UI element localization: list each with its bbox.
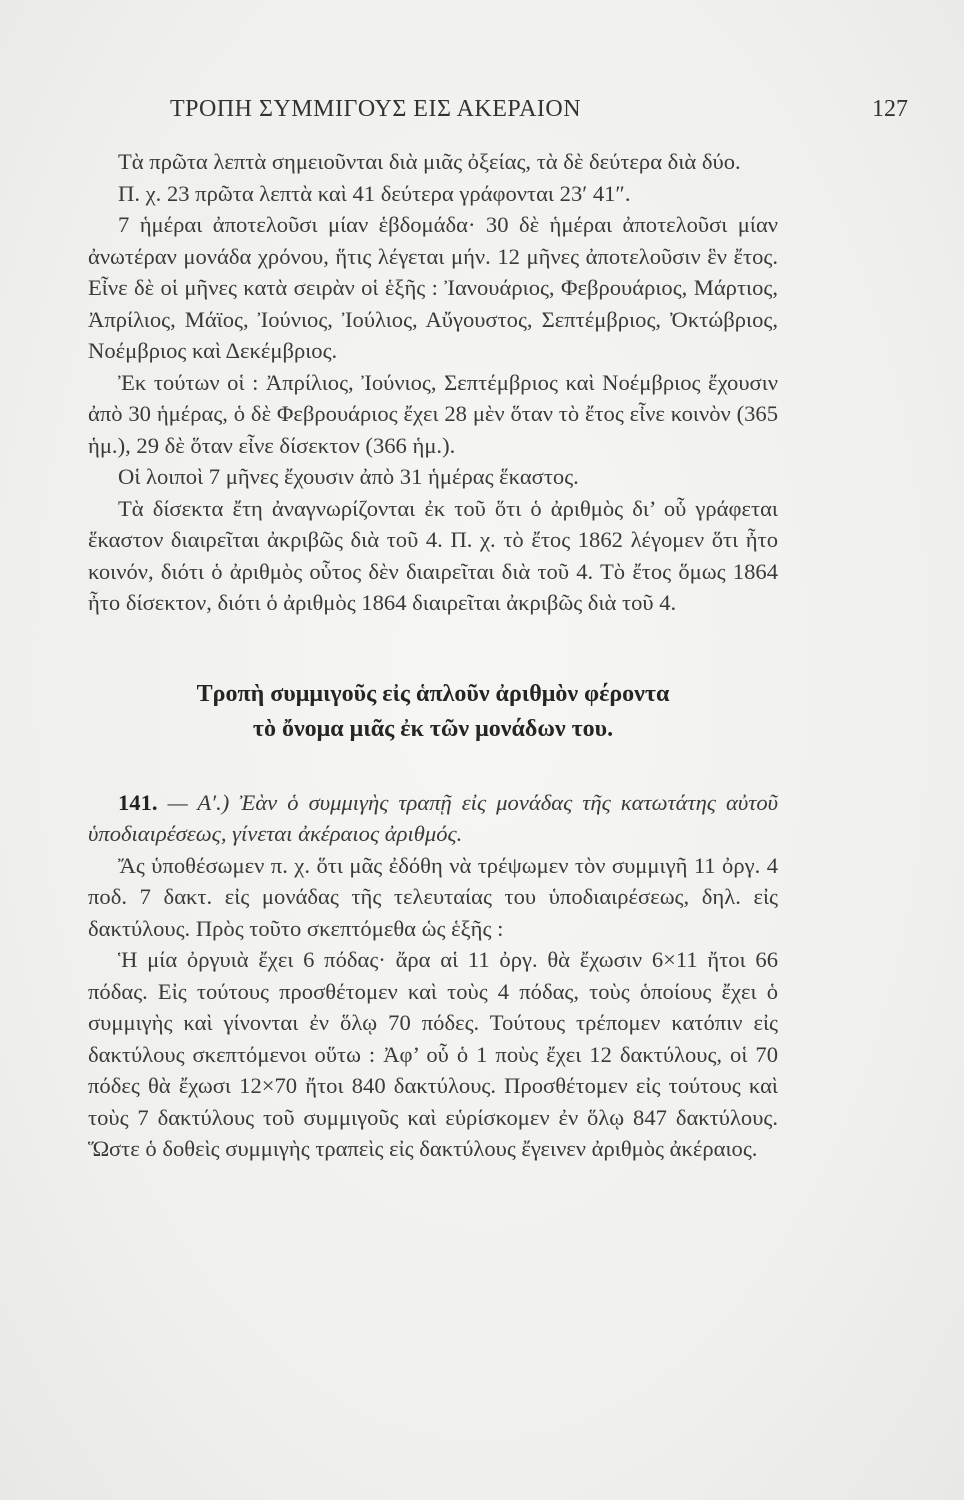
paragraph: Π. χ. 23 πρῶτα λεπτὰ καὶ 41 δεύτερα γράφονται 23′ 41″. xyxy=(118,180,631,206)
article-number: 141. xyxy=(118,789,158,815)
paragraph: 7 ἡμέραι ἀποτελοῦσι μίαν ἑβδομάδα· 30 δὲ ἡμέραι ἀποτελοῦσι μίαν ἀνωτέραν μονάδα χρόνου, ἥτις λέγεται μήν. 12 μῆνες ἀποτελοῦσιν ἓν ἔτος. Εἶνε δὲ οἱ μῆνες κατὰ σειρὰν οἱ ἑξῆς : Ἰανουάριος, Φεβρουάριος, Μάρτιος, Ἀπρίλιος, Μάϊος, Ἰούνιος, Ἰούλιος, Αὔγουστος, Σεπτέμβριος, Ὀκτώβριος, Νοέμβριος καὶ Δεκέμβριος. xyxy=(88,212,778,363)
running-title: ΤΡΟΠΗ ΣΥΜΜΙΓΟΥΣ ΕΙΣ ΑΚΕΡΑΙΟΝ xyxy=(170,96,582,122)
page-header xyxy=(0,96,964,136)
article-paragraph xyxy=(88,787,778,850)
section-heading-line: Τροπὴ συμμιγοῦς εἰς ἁπλοῦν ἀριθμὸν φέροντα xyxy=(196,680,670,707)
paragraph: Τὰ πρῶτα λεπτὰ σημειοῦνται διὰ μιᾶς ὀξείας, τὰ δὲ δεύτερα διὰ δύο. xyxy=(118,149,741,174)
paragraph: Ἡ μία ὀργυιὰ ἔχει 6 πόδας· ἄρα αἱ 11 ὀργ. θὰ ἔχωσιν 6×11 ἤτοι 66 πόδας. Εἰς τούτους προσθέτομεν καὶ τοὺς 4 πόδας, τοὺς ὁποίους ἔχει ὁ συμμιγὴς καὶ γίνονται ἐν ὅλῳ 70 πόδες. Τούτους τρέπομεν κατόπιν εἰς δακτύλους σκεπτόμενοι οὕτω : Ἀφ’ οὗ ὁ 1 ποὺς ἔχει 12 δακτύλους, οἱ 70 πόδες θὰ ἔχωσι 12×70 ἤτοι 840 δακτύλους. Προσθέτομεν εἰς τούτους καὶ τοὺς 7 δακτύλους τοῦ συμμιγοῦς καὶ εὑρίσκομεν ἐν ὅλῳ 847 δακτύλους. Ὥστε ὁ δοθεὶς συμμιγὴς τραπεὶς εἰς δακτύλους ἔγεινεν ἀριθμὸς ἀκέραιος. xyxy=(88,947,778,1161)
section-heading xyxy=(88,677,778,747)
paragraph: Ἄς ὑποθέσωμεν π. χ. ὅτι μᾶς ἐδόθη νὰ τρέψωμεν τὸν συμμιγῆ 11 ὀργ. 4 ποδ. 7 δακτ. εἰς μονάδας τῆς τελευταίας του ὑποδιαιρέσεως, δηλ. εἰς δακτύλους. Πρὸς τοῦτο σκεπτόμεθα ὡς ἑξῆς : xyxy=(88,852,778,941)
page-number: 127 xyxy=(872,96,908,122)
paragraph: Οἱ λοιποὶ 7 μῆνες ἔχουσιν ἀπὸ 31 ἡμέρας ἕκαστος. xyxy=(118,464,579,489)
section-heading-line: τὸ ὄνομα μιᾶς ἐκ τῶν μονάδων του. xyxy=(252,715,614,742)
paragraph: Ἐκ τούτων οἱ : Ἀπρίλιος, Ἰούνιος, Σεπτέμβριος καὶ Νοέμβριος ἔχουσιν ἀπὸ 30 ἡμέρας, ὁ δὲ Φεβρουάριος ἔχει 28 μὲν ὅταν τὸ ἔτος εἶνε κοινὸν (365 ἡμ.), 29 δὲ ὅταν εἶνε δίσεκτον (366 ἡμ.). xyxy=(88,369,778,458)
paragraph: Τὰ δίσεκτα ἔτη ἀναγνωρίζονται ἐκ τοῦ ὅτι ὁ ἀριθμὸς δι’ οὗ γράφεται ἕκαστον διαιρεῖται ἀκριβῶς διὰ τοῦ 4. Π. χ. τὸ ἔτος 1862 λέγομεν ὅτι ἦτο κοινόν, διότι ὁ ἀριθμὸς οὗτος δὲν διαιρεῖται διὰ τοῦ 4. Τὸ ἔτος ὅμως 1864 ἦτο δίσεκτον, διότι ὁ ἀριθμὸς 1864 διαιρεῖται ἀκριβῶς διὰ τοῦ 4. xyxy=(88,495,778,615)
article-rule: — Α′.) Ἐὰν ὁ συμμιγὴς τραπῇ εἰς μονάδας τῆς κατωτάτης αὐτοῦ ὑποδιαιρέσεως, γίνεται ἀκέραιος ἀριθμός. xyxy=(88,789,778,846)
page-body xyxy=(88,146,778,1165)
